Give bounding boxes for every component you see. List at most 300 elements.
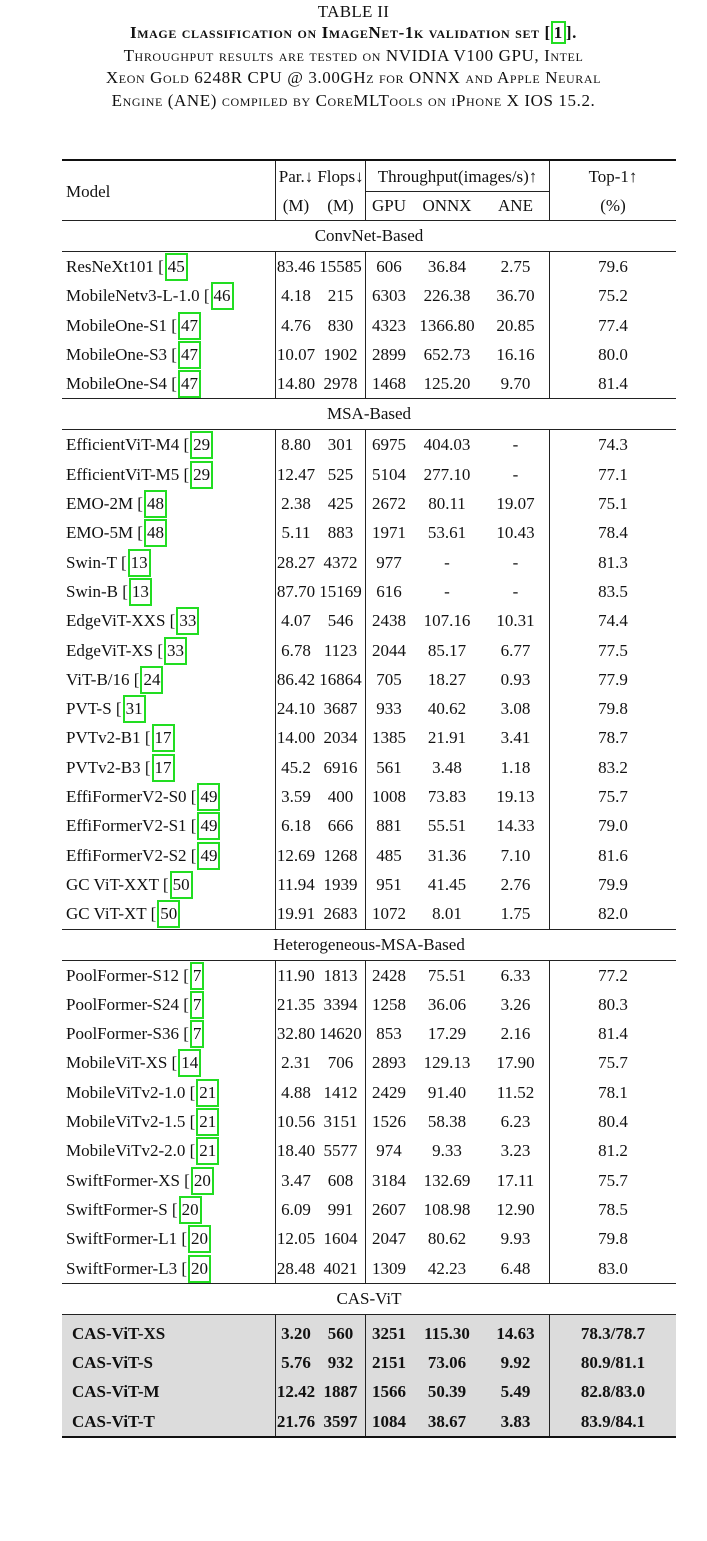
citation-link[interactable]: 20 — [191, 1167, 214, 1195]
top1-cell: 77.1 — [550, 460, 677, 489]
ane-throughput-cell: 16.16 — [496, 344, 535, 364]
gpu-throughput-cell: 2428 — [366, 960, 413, 990]
ane-throughput-cell: 2.16 — [500, 1024, 531, 1044]
model-name: MobileNetv3-L-1.0 [ — [66, 286, 210, 306]
ane-throughput-cell: 20.85 — [496, 315, 535, 335]
gpu-throughput-cell: 933 — [366, 694, 413, 723]
flops-cell: 2683 — [323, 904, 358, 924]
top1-cell: 81.3 — [550, 548, 677, 577]
section-header-row — [62, 1283, 676, 1314]
flops-cell: 991 — [327, 1199, 354, 1219]
top1-cell: 80.4 — [550, 1107, 677, 1136]
onnx-throughput-cell: 42.23 — [427, 1258, 467, 1278]
gpu-throughput-cell: 1084 — [366, 1407, 413, 1437]
model-name: MobileViT-XS [ — [66, 1053, 178, 1073]
table-row — [62, 870, 676, 899]
params-cell: 45.2 — [276, 753, 317, 782]
citation-link[interactable]: 21 — [196, 1137, 219, 1165]
model-cell — [62, 252, 276, 282]
params-cell: 12.42 — [276, 1377, 317, 1406]
citation-link[interactable]: 13 — [129, 578, 152, 606]
model-name: MobileOne-S4 [ — [66, 374, 177, 394]
params-cell: 4.18 — [276, 281, 317, 310]
header-par: Par.↓ — [276, 160, 317, 192]
ane-throughput-cell: 2.76 — [500, 874, 531, 894]
header-flops-unit: (M) — [327, 195, 354, 215]
citation-link[interactable]: 7 — [190, 1020, 205, 1048]
top1-cell: 83.2 — [550, 753, 677, 782]
ane-throughput-cell: 2.75 — [482, 252, 550, 282]
table-row — [62, 340, 676, 369]
citation-link[interactable]: 21 — [196, 1079, 219, 1107]
params-cell: 2.38 — [276, 489, 317, 518]
gpu-throughput-cell: 4323 — [366, 311, 413, 340]
onnx-throughput-cell: 226.38 — [423, 286, 471, 306]
top1-cell: 77.4 — [550, 311, 677, 340]
model-name: EfficientViT-M5 [ — [66, 464, 190, 484]
citation-link[interactable]: 21 — [196, 1108, 219, 1136]
ane-throughput-cell: 3.41 — [500, 728, 531, 748]
model-name: EdgeViT-XS [ — [66, 640, 164, 660]
table-row — [62, 782, 676, 811]
top1-cell: 83.0 — [550, 1254, 677, 1284]
citation-link[interactable]: 47 — [178, 370, 201, 398]
flops-cell: 15169 — [319, 581, 362, 601]
params-cell: 12.47 — [276, 460, 317, 489]
onnx-throughput-cell: 277.10 — [423, 464, 471, 484]
gpu-throughput-cell: 881 — [366, 811, 413, 840]
top1-cell: 75.7 — [550, 1166, 677, 1195]
citation-link[interactable]: 46 — [211, 282, 234, 310]
model-cell — [62, 430, 276, 460]
ane-throughput-cell: 14.33 — [496, 816, 535, 836]
top1-cell: 78.3/78.7 — [550, 1314, 677, 1348]
params-cell: 83.46 — [276, 252, 317, 282]
gpu-throughput-cell: 705 — [366, 665, 413, 694]
citation-link[interactable]: 33 — [164, 637, 187, 665]
ane-throughput-cell: 3.08 — [500, 699, 531, 719]
gpu-throughput-cell: 2429 — [366, 1078, 413, 1107]
table-label: TABLE II — [317, 2, 390, 21]
top1-cell: 79.8 — [550, 1224, 677, 1253]
model-cell — [62, 311, 276, 340]
table-row — [62, 548, 676, 577]
section-header-row — [62, 399, 676, 430]
onnx-throughput-cell: 21.91 — [427, 728, 467, 748]
gpu-throughput-cell: 1072 — [366, 899, 413, 929]
ane-throughput-cell: 1.75 — [500, 904, 531, 924]
citation-link[interactable]: 48 — [144, 490, 167, 518]
onnx-throughput-cell: 55.51 — [427, 816, 467, 836]
model-cell — [62, 990, 276, 1019]
params-cell: 19.91 — [276, 899, 317, 929]
table-row — [62, 1136, 676, 1165]
ane-throughput-cell: 9.93 — [500, 1229, 531, 1249]
top1-cell: 78.5 — [550, 1195, 677, 1224]
model-cell — [62, 665, 276, 694]
params-cell: 11.90 — [276, 960, 317, 990]
header-par-unit: (M) — [276, 192, 317, 221]
section-header-row — [62, 221, 676, 252]
gpu-throughput-cell: 5104 — [366, 460, 413, 489]
ane-throughput-cell: 5.49 — [482, 1377, 550, 1406]
flops-cell: 1887 — [316, 1377, 366, 1406]
ane-throughput-cell: 6.77 — [500, 640, 531, 660]
gpu-throughput-cell: 1971 — [366, 518, 413, 547]
table-row — [62, 460, 676, 489]
citation-link[interactable]: 31 — [123, 695, 146, 723]
top1-cell: 77.2 — [550, 960, 677, 990]
onnx-throughput-cell: 50.39 — [412, 1377, 482, 1406]
top1-cell: 80.0 — [550, 340, 677, 369]
flops-cell: 1268 — [323, 845, 358, 865]
flops-cell: 1123 — [323, 640, 358, 660]
onnx-throughput-cell: 41.45 — [427, 874, 467, 894]
ane-throughput-cell: - — [512, 552, 519, 572]
model-cell — [62, 899, 276, 929]
model-name: CAS-ViT-XS — [62, 1314, 276, 1348]
gpu-throughput-cell: 2047 — [366, 1224, 413, 1253]
citation-link[interactable]: 7 — [190, 991, 205, 1019]
section-title: ConvNet-Based — [62, 221, 676, 252]
gpu-throughput-cell: 1526 — [366, 1107, 413, 1136]
caption-line-4: Engine (ANE) compiled by CoreMLTools on iPhone X IOS 15.2. — [111, 90, 596, 110]
onnx-throughput-cell: 129.13 — [423, 1053, 471, 1073]
model-name: PVTv2-B1 [ — [66, 728, 151, 748]
model-name: SwiftFormer-XS [ — [66, 1170, 190, 1190]
gpu-throughput-cell: 2672 — [366, 489, 413, 518]
citation-link[interactable]: 47 — [178, 341, 201, 369]
ane-throughput-cell: 6.33 — [482, 960, 550, 990]
onnx-throughput-cell: 107.16 — [423, 611, 471, 631]
table-caption — [0, 2, 707, 112]
model-name: MobileOne-S3 [ — [66, 344, 177, 364]
flops-cell: 1604 — [323, 1229, 358, 1249]
model-cell — [62, 518, 276, 547]
flops-cell: 425 — [327, 494, 354, 514]
params-cell: 28.27 — [276, 548, 317, 577]
top1-cell: 78.7 — [550, 723, 677, 752]
table-row — [62, 369, 676, 399]
table-row — [62, 311, 676, 340]
gpu-throughput-cell: 2044 — [366, 636, 413, 665]
model-name: EffiFormerV2-S2 [ — [66, 845, 197, 865]
citation-link[interactable]: 20 — [188, 1225, 211, 1253]
flops-cell: 400 — [327, 787, 354, 807]
flops-cell: 4021 — [323, 1258, 358, 1278]
params-cell: 14.80 — [276, 369, 317, 399]
onnx-throughput-cell: 9.33 — [432, 1141, 462, 1161]
model-name: EMO-2M [ — [66, 494, 143, 514]
flops-cell: 3597 — [316, 1407, 366, 1437]
params-cell: 86.42 — [276, 665, 317, 694]
onnx-throughput-cell: 38.67 — [412, 1407, 482, 1437]
citation-link[interactable]: 49 — [197, 783, 220, 811]
flops-cell: 2034 — [323, 728, 358, 748]
results-table — [62, 159, 676, 1438]
top1-cell: 75.1 — [550, 489, 677, 518]
flops-cell: 15585 — [316, 252, 366, 282]
top1-cell: 75.7 — [550, 782, 677, 811]
ane-throughput-cell: 10.43 — [496, 523, 535, 543]
model-name: EffiFormerV2-S0 [ — [66, 787, 197, 807]
params-cell: 5.11 — [276, 518, 317, 547]
model-name: SwiftFormer-L1 [ — [66, 1229, 188, 1249]
onnx-throughput-cell: - — [444, 552, 450, 572]
section-title: Heterogeneous-MSA-Based — [62, 929, 676, 960]
onnx-throughput-cell: 31.36 — [427, 845, 467, 865]
citation-link[interactable]: 14 — [178, 1049, 201, 1077]
header-flops: Flops↓ — [316, 160, 366, 192]
top1-cell: 74.3 — [550, 430, 677, 460]
gpu-throughput-cell: 561 — [366, 753, 413, 782]
onnx-throughput-cell: 91.40 — [427, 1082, 467, 1102]
table-row-highlighted — [62, 1348, 676, 1377]
citation-link[interactable]: 13 — [128, 549, 151, 577]
citation-link[interactable]: 33 — [176, 607, 199, 635]
model-name: CAS-ViT-T — [62, 1407, 276, 1437]
onnx-throughput-cell: 53.61 — [427, 523, 467, 543]
model-cell — [62, 1136, 276, 1165]
section-title: MSA-Based — [62, 399, 676, 430]
table-row — [62, 281, 676, 310]
ane-throughput-cell: 1.18 — [500, 757, 531, 777]
gpu-throughput-cell: 3184 — [366, 1166, 413, 1195]
params-cell: 2.31 — [276, 1048, 317, 1077]
model-cell — [62, 548, 276, 577]
params-cell: 21.76 — [276, 1407, 317, 1437]
model-name: EfficientViT-M4 [ — [66, 435, 190, 455]
flops-cell: 16864 — [319, 669, 362, 689]
ane-throughput-cell: 0.93 — [500, 669, 531, 689]
header-throughput: Throughput(images/s)↑ — [366, 160, 550, 192]
table-row-highlighted — [62, 1314, 676, 1348]
top1-cell: 75.2 — [550, 281, 677, 310]
ane-throughput-cell: 10.31 — [496, 611, 535, 631]
onnx-throughput-cell: 80.62 — [427, 1229, 467, 1249]
params-cell: 11.94 — [276, 870, 317, 899]
top1-cell: 81.6 — [550, 841, 677, 870]
citation-link[interactable]: 7 — [190, 962, 205, 990]
citation-link[interactable]: 17 — [152, 754, 175, 782]
model-name: MobileViTv2-2.0 [ — [66, 1141, 196, 1161]
header-top1-unit: (%) — [550, 192, 677, 221]
citation-link[interactable]: 24 — [140, 666, 163, 694]
onnx-throughput-cell: 8.01 — [432, 904, 462, 924]
ane-throughput-cell: 7.10 — [500, 845, 531, 865]
top1-cell: 82.8/83.0 — [550, 1377, 677, 1406]
top1-cell: 78.1 — [550, 1078, 677, 1107]
model-name: Swin-T [ — [66, 552, 127, 572]
model-name: GC ViT-XXT [ — [66, 874, 169, 894]
top1-cell: 83.5 — [550, 577, 677, 606]
onnx-throughput-cell: 108.98 — [423, 1199, 471, 1219]
citation-link[interactable]: 47 — [178, 312, 201, 340]
model-name: MobileViTv2-1.0 [ — [66, 1082, 196, 1102]
ane-throughput-cell: 19.13 — [496, 787, 535, 807]
top1-cell: 74.4 — [550, 606, 677, 635]
params-cell: 32.80 — [276, 1019, 317, 1048]
ane-throughput-cell: 17.11 — [496, 1170, 535, 1190]
model-cell — [62, 1019, 276, 1048]
ane-throughput-cell: 9.70 — [500, 374, 531, 394]
model-cell — [62, 782, 276, 811]
ane-throughput-cell: - — [482, 430, 550, 460]
top1-cell: 81.4 — [550, 1019, 677, 1048]
table-row — [62, 577, 676, 606]
section-title: CAS-ViT — [62, 1283, 676, 1314]
citation-link[interactable]: 20 — [188, 1255, 211, 1283]
caption-line-2: Throughput results are tested on NVIDIA V100 GPU, Intel — [123, 45, 584, 65]
citation-link[interactable]: 49 — [197, 812, 220, 840]
table-row — [62, 811, 676, 840]
table-row — [62, 899, 676, 929]
params-cell: 3.20 — [276, 1314, 317, 1348]
flops-cell: 3394 — [323, 994, 358, 1014]
model-cell — [62, 1224, 276, 1253]
top1-cell: 78.4 — [550, 518, 677, 547]
gpu-throughput-cell: 951 — [366, 870, 413, 899]
table-row — [62, 1254, 676, 1284]
model-name: EMO-5M [ — [66, 523, 143, 543]
table-row — [62, 1224, 676, 1253]
model-name: SwiftFormer-L3 [ — [66, 1258, 188, 1278]
top1-cell: 83.9/84.1 — [550, 1407, 677, 1437]
params-cell: 24.10 — [276, 694, 317, 723]
caption-title — [0, 22, 707, 45]
citation-link[interactable]: 17 — [152, 724, 175, 752]
onnx-throughput-cell: 75.51 — [412, 960, 482, 990]
gpu-throughput-cell: 2438 — [366, 606, 413, 635]
citation-link[interactable]: 48 — [144, 519, 167, 547]
section-header-row — [62, 929, 676, 960]
gpu-throughput-cell: 1566 — [366, 1377, 413, 1406]
model-cell — [62, 753, 276, 782]
table-row — [62, 518, 676, 547]
ane-throughput-cell: 9.92 — [482, 1348, 550, 1377]
top1-cell: 80.9/81.1 — [550, 1348, 677, 1377]
model-cell — [62, 960, 276, 990]
table-row — [62, 636, 676, 665]
top1-cell: 81.4 — [550, 369, 677, 399]
header-gpu: GPU — [366, 192, 413, 221]
flops-cell: 5577 — [323, 1141, 358, 1161]
gpu-throughput-cell: 2607 — [366, 1195, 413, 1224]
flops-cell: 3687 — [323, 699, 358, 719]
params-cell: 4.88 — [276, 1078, 317, 1107]
model-name: ViT-B/16 [ — [66, 669, 140, 689]
flops-cell: 215 — [327, 286, 354, 306]
onnx-throughput-cell: 80.11 — [428, 494, 466, 514]
model-cell — [62, 281, 276, 310]
onnx-throughput-cell: - — [444, 581, 450, 601]
gpu-throughput-cell: 616 — [366, 577, 413, 606]
citation-link[interactable]: 20 — [179, 1196, 202, 1224]
onnx-throughput-cell: 125.20 — [423, 374, 471, 394]
flops-cell: 1813 — [316, 960, 366, 990]
gpu-throughput-cell: 6303 — [366, 281, 413, 310]
params-cell: 4.07 — [276, 606, 317, 635]
table-row — [62, 489, 676, 518]
ane-throughput-cell: - — [512, 464, 519, 484]
ane-throughput-cell: - — [512, 581, 519, 601]
onnx-throughput-cell: 18.27 — [427, 669, 467, 689]
flops-cell: 546 — [327, 611, 354, 631]
table-row — [62, 430, 676, 460]
ane-throughput-cell: 11.52 — [496, 1082, 535, 1102]
citation-link[interactable]: 1 — [551, 21, 566, 44]
gpu-throughput-cell: 974 — [366, 1136, 413, 1165]
top1-cell: 81.2 — [550, 1136, 677, 1165]
gpu-throughput-cell: 1385 — [366, 723, 413, 752]
citation-link[interactable]: 29 — [190, 431, 213, 459]
table-row — [62, 1048, 676, 1077]
params-cell: 6.78 — [276, 636, 317, 665]
model-name: CAS-ViT-M — [62, 1377, 276, 1406]
citation-link[interactable]: 45 — [165, 253, 188, 281]
model-cell — [62, 460, 276, 489]
model-cell — [62, 489, 276, 518]
model-cell — [62, 694, 276, 723]
onnx-throughput-cell: 40.62 — [427, 699, 467, 719]
gpu-throughput-cell: 2151 — [366, 1348, 413, 1377]
gpu-throughput-cell: 606 — [366, 252, 413, 282]
flops-cell: 1412 — [323, 1082, 358, 1102]
flops-cell: 706 — [327, 1053, 354, 1073]
caption-title-end: ]. — [565, 23, 577, 42]
table-row — [62, 606, 676, 635]
table-row — [62, 665, 676, 694]
model-name: PoolFormer-S36 [ — [66, 1024, 189, 1044]
model-cell — [62, 1078, 276, 1107]
gpu-throughput-cell: 1258 — [366, 990, 413, 1019]
citation-link[interactable]: 50 — [170, 871, 193, 899]
ane-throughput-cell: 3.26 — [500, 994, 531, 1014]
gpu-throughput-cell: 3251 — [366, 1314, 413, 1348]
model-cell — [62, 841, 276, 870]
flops-cell: 6916 — [323, 757, 358, 777]
params-cell: 5.76 — [276, 1348, 317, 1377]
gpu-throughput-cell: 2899 — [366, 340, 413, 369]
citation-link[interactable]: 49 — [197, 842, 220, 870]
table-row — [62, 990, 676, 1019]
params-cell: 28.48 — [276, 1254, 317, 1284]
model-name: MobileOne-S1 [ — [66, 315, 177, 335]
model-cell — [62, 606, 276, 635]
params-cell: 3.59 — [276, 782, 317, 811]
params-cell: 18.40 — [276, 1136, 317, 1165]
top1-cell: 79.6 — [550, 252, 677, 282]
top1-cell: 79.0 — [550, 811, 677, 840]
flops-cell: 883 — [327, 523, 354, 543]
model-cell — [62, 1048, 276, 1077]
top1-cell: 79.8 — [550, 694, 677, 723]
table-row — [62, 1019, 676, 1048]
ane-throughput-cell: 6.48 — [500, 1258, 531, 1278]
gpu-throughput-cell: 1309 — [366, 1254, 413, 1284]
onnx-throughput-cell: 36.06 — [427, 994, 467, 1014]
flops-cell: 525 — [327, 464, 354, 484]
onnx-throughput-cell: 404.03 — [412, 430, 482, 460]
top1-cell: 75.7 — [550, 1048, 677, 1077]
header-model: Model — [62, 160, 276, 221]
flops-cell: 666 — [327, 816, 354, 836]
header-top1: Top-1↑ — [550, 160, 677, 192]
flops-cell: 560 — [316, 1314, 366, 1348]
model-cell — [62, 1166, 276, 1195]
citation-link[interactable]: 50 — [157, 900, 180, 928]
citation-link[interactable]: 29 — [190, 461, 213, 489]
